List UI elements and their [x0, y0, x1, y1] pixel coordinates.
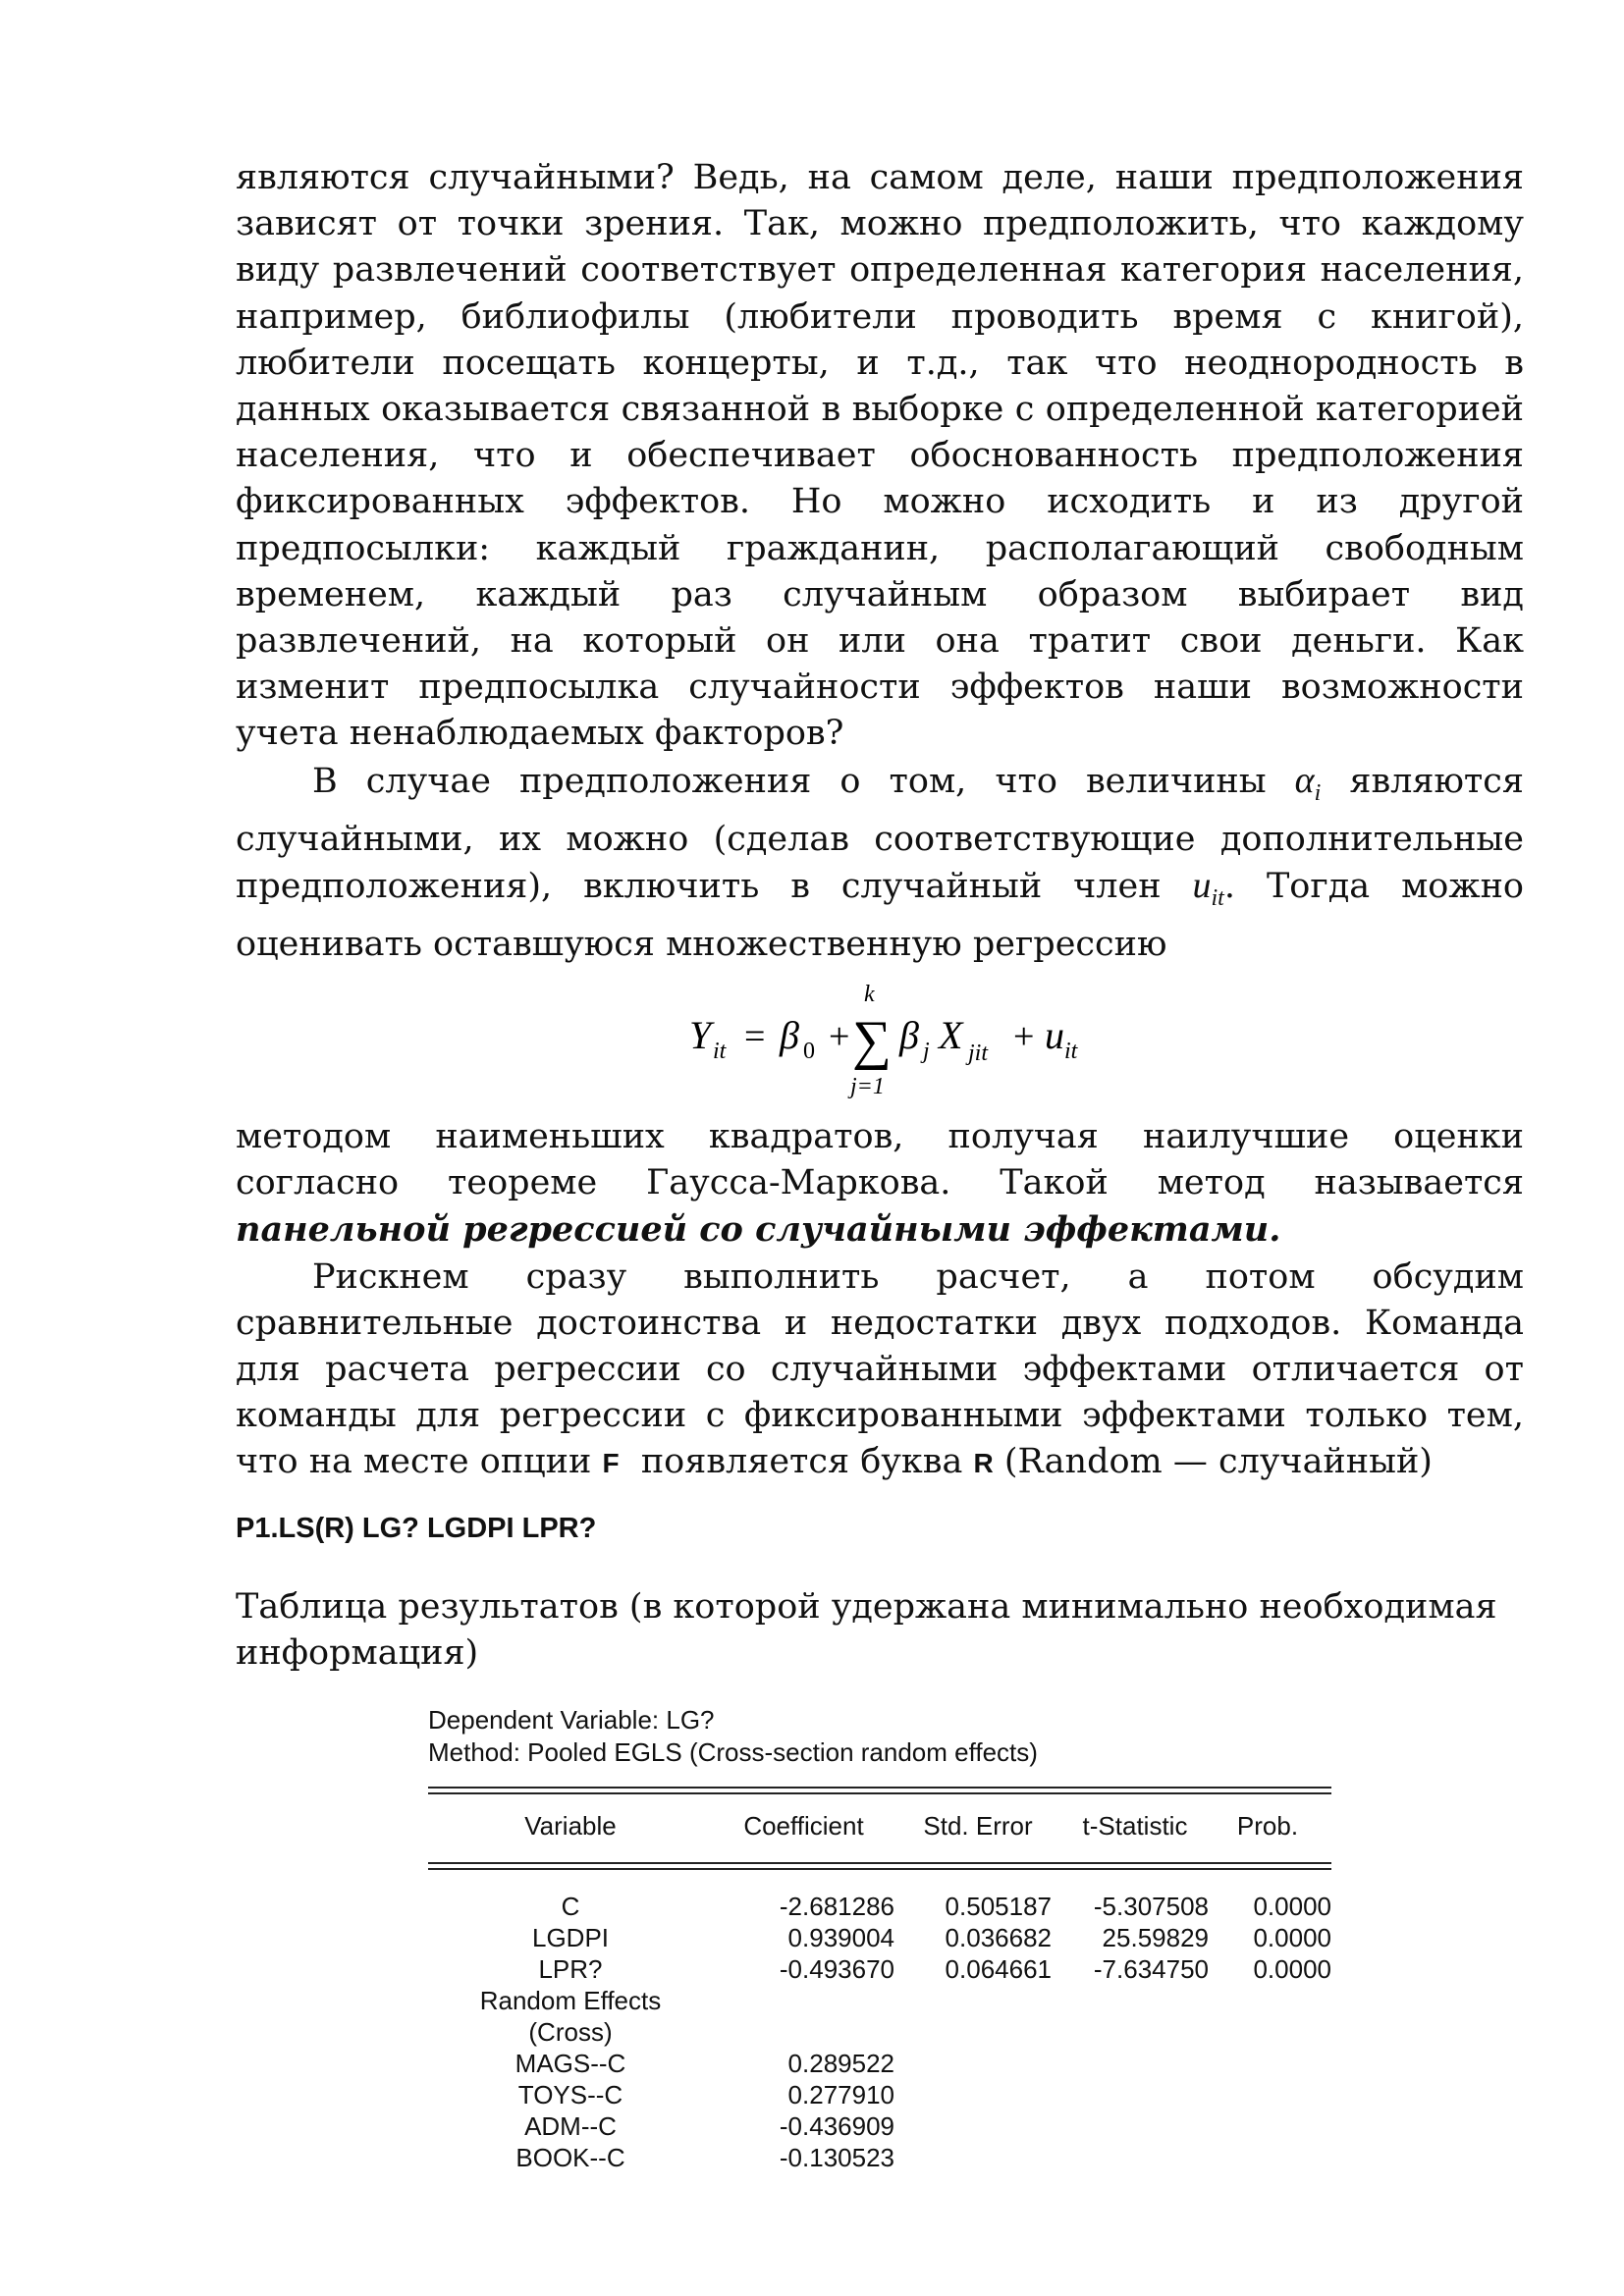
- formula-beta0: β: [780, 1013, 799, 1057]
- formula-sum-lower: j=1: [850, 1074, 885, 1099]
- paragraph-3: [236, 1114, 1524, 1255]
- dependent-variable-line: Dependent Variable: LG?: [428, 1705, 715, 1735]
- header-t-statistic: t-Statistic: [1082, 1811, 1188, 1841]
- formula-X: X: [939, 1013, 963, 1057]
- table-header-rule-1: [428, 1862, 1331, 1864]
- paragraph-4-part-3: (Random — случайный): [1003, 1442, 1433, 1482]
- table-row-prob: 0.0000: [1253, 1954, 1331, 1984]
- paragraph-2-part-1: В случае предположения о том, что величины: [312, 761, 1267, 801]
- table-row-prob: 0.0000: [1253, 1923, 1331, 1952]
- text-block-method: [236, 1114, 1524, 1487]
- table-header-rule-2: [428, 1868, 1331, 1870]
- paragraph-3-part-1: методом наименьших квадратов, получая наилучшие оценки согласно теореме Гаусса-Маркова. Такой метод называется: [236, 1117, 1524, 1203]
- table-row-std-error: 0.036682: [945, 1923, 1052, 1952]
- header-coefficient: Coefficient: [743, 1811, 864, 1841]
- formula-beta0-sub: 0: [803, 1039, 815, 1064]
- effect-row-coefficient: 0.289522: [787, 2049, 894, 2078]
- effect-row-coefficient: 0.277910: [787, 2080, 894, 2109]
- effect-row-variable: ADM--C: [524, 2111, 617, 2141]
- paragraph-2-part-3: . Тогда можно оценивать оставшуюся множественную регрессию: [236, 867, 1524, 965]
- paragraph-2: [236, 758, 1524, 969]
- text-block-intro: [236, 155, 1524, 968]
- formula-plus-1: +: [829, 1016, 850, 1057]
- alpha-i-symbol: $\alpha_i$: [1294, 759, 1322, 806]
- formula-Y-sub: it: [713, 1039, 727, 1064]
- formula-Y: Y: [689, 1013, 712, 1057]
- formula-X-sub: jit: [968, 1041, 989, 1066]
- paragraph-2-part-2: являются случайными, их можно (сделав соответствующие дополнительные предположения), включить в случайный член: [236, 761, 1524, 907]
- table-row-coefficient: -2.681286: [779, 1892, 894, 1921]
- eviews-command: P1.LS(R) LG? LGDPI LPR?: [236, 1513, 597, 1544]
- table-row-std-error: 0.064661: [945, 1954, 1052, 1984]
- formula-equals: =: [744, 1016, 766, 1057]
- header-prob: Prob.: [1236, 1811, 1299, 1841]
- table-top-rule-1: [428, 1787, 1331, 1789]
- table-caption: Таблица результатов (в которой удержана минимально необходимая информация): [236, 1587, 1497, 1674]
- effect-row-coefficient: -0.130523: [779, 2143, 894, 2172]
- table-row-t-statistic: -7.634750: [1093, 1954, 1209, 1984]
- table-row-coefficient: 0.939004: [787, 1923, 894, 1952]
- table-top-rule-2: [428, 1792, 1331, 1794]
- effect-row-variable: BOOK--C: [515, 2143, 625, 2172]
- random-effects-label: Random Effects: [479, 1986, 662, 2015]
- table-row-variable: C: [561, 1892, 580, 1921]
- table-row-t-statistic: 25.59829: [1102, 1923, 1209, 1952]
- formula-plus-2: +: [1013, 1016, 1035, 1057]
- table-row-t-statistic: -5.307508: [1093, 1892, 1209, 1921]
- header-std-error: Std. Error: [923, 1811, 1033, 1841]
- formula-betaj-sub: j: [923, 1039, 930, 1064]
- method-line: Method: Pooled EGLS (Cross-section random effects): [428, 1737, 1038, 1767]
- formula-u: u: [1045, 1013, 1064, 1057]
- random-effects-cross-label: (Cross): [528, 2017, 613, 2047]
- table-row-std-error: 0.505187: [945, 1892, 1052, 1921]
- paragraph-4: [236, 1255, 1524, 1487]
- regression-formula: [681, 982, 1094, 1099]
- u-it-symbol: $u_{it}$: [1192, 865, 1224, 912]
- table-row-variable: LPR?: [538, 1954, 603, 1984]
- paragraph-3-emphasis: панельной регрессией со случайными эффектами.: [236, 1209, 1281, 1251]
- effect-row-coefficient: -0.436909: [779, 2111, 894, 2141]
- table-row-prob: 0.0000: [1253, 1892, 1331, 1921]
- option-letter-F: F: [602, 1448, 620, 1479]
- option-letter-R: R: [973, 1448, 994, 1479]
- paragraph-4-part-1: Рискнем сразу выполнить расчет, а потом обсудим сравнительные достоинства и недостатки двух подходов. Команда для расчета регрессии со случайными эффектами отличается от команды для регрессии с фиксированными эффектами только тем, что на месте опции: [236, 1256, 1524, 1482]
- formula-sum-upper: k: [864, 982, 875, 1007]
- paragraph-1: являются случайными? Ведь, на самом деле, наши предположения зависят от точки зрения. Так, можно предположить, что каждому виду развлечений соответствует определенная категория населения, например, библиофилы (любители проводить время с книгой), любители посещать концерты, и т.д., так что неоднородность в данных оказывается связанной в выборке с определенной категорией населения, что и обеспечивает обоснованность предположения фиксированных эффектов. Но можно исходить и из другой предпосылки: каждый гражданин, располагающий свободным временем, каждый раз случайным образом выбирает вид развлечений, на который он или она тратит свои деньги. Как изменит предпосылка случайности эффектов наши возможности учета ненаблюдаемых факторов?: [236, 158, 1524, 754]
- table-row-variable: LGDPI: [531, 1923, 610, 1952]
- effect-row-variable: TOYS--C: [517, 2080, 623, 2109]
- table-row-coefficient: -0.493670: [779, 1954, 894, 1984]
- formula-u-sub: it: [1064, 1039, 1078, 1064]
- formula-betaj: β: [899, 1013, 919, 1057]
- paragraph-4-part-2: появляется буква: [640, 1442, 963, 1482]
- formula-sigma: ∑: [852, 1010, 892, 1071]
- header-variable: Variable: [524, 1811, 617, 1841]
- effect-row-variable: MAGS--C: [514, 2049, 626, 2078]
